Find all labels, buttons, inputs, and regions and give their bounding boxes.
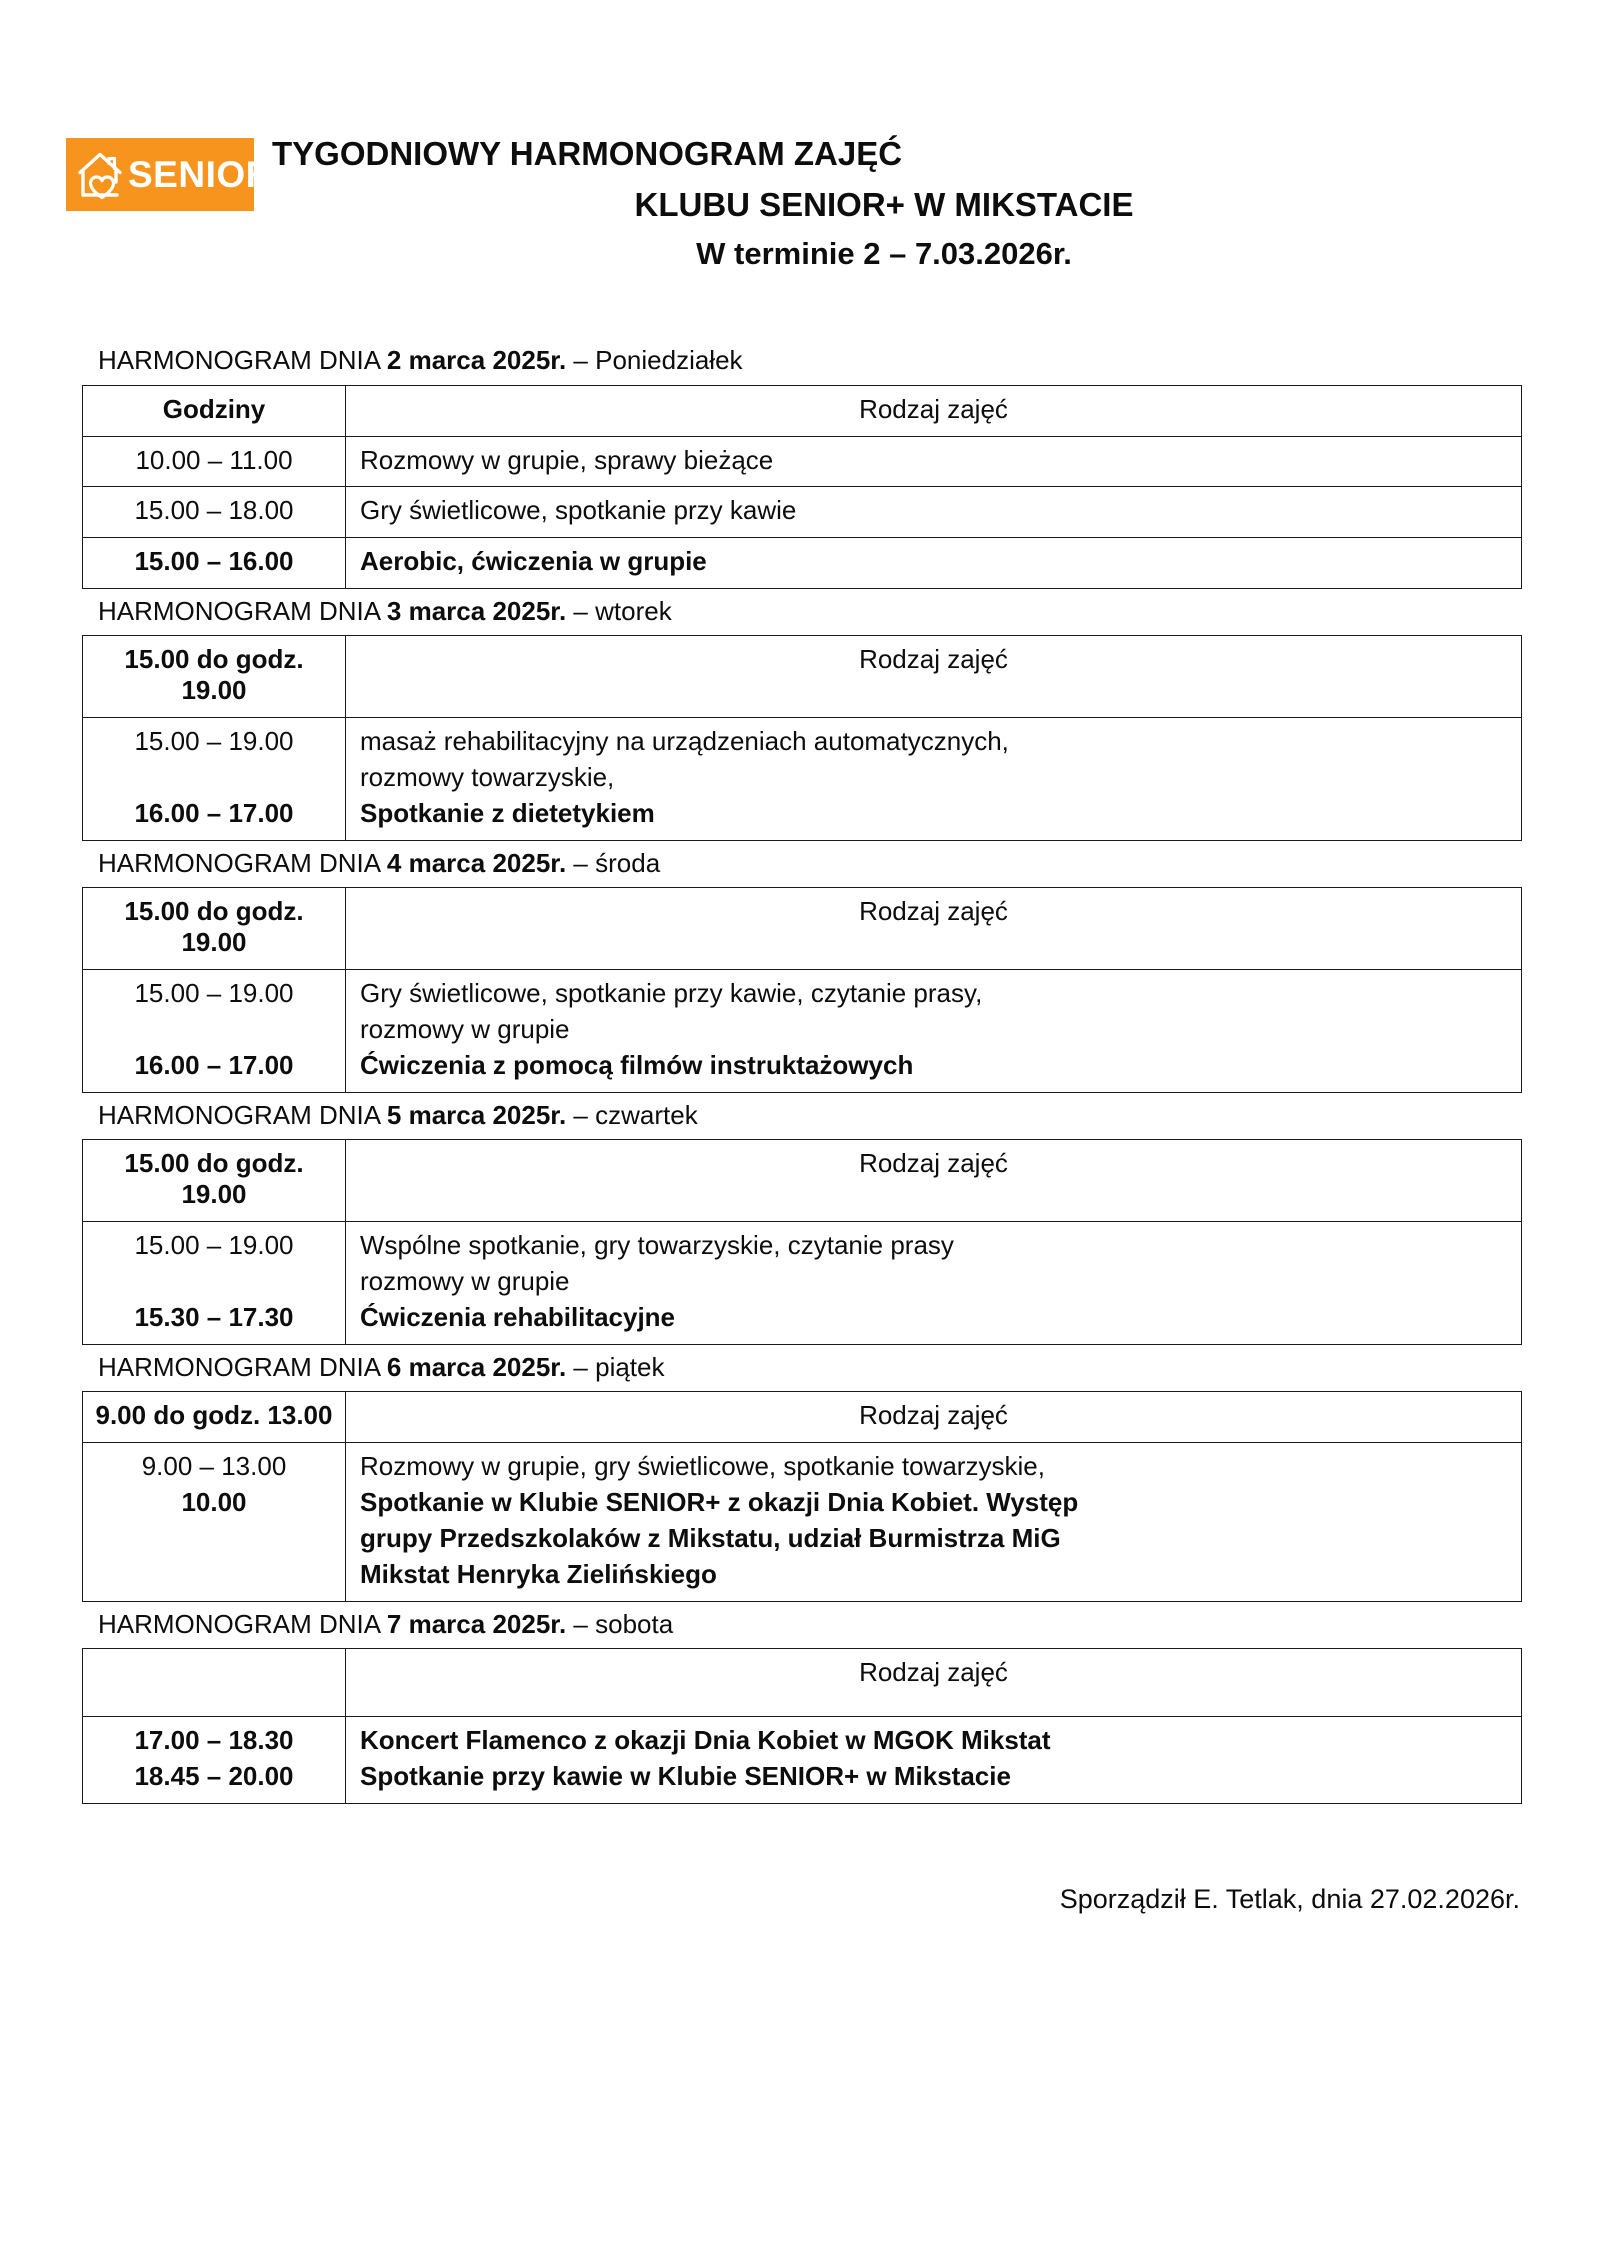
day-heading-weekday: – Poniedziałek xyxy=(566,345,743,376)
day-heading-date: 7 marca 2025r. xyxy=(386,1608,567,1639)
hours-line: 15.30 – 17.30 xyxy=(134,1302,294,1333)
table-header-row xyxy=(83,1392,1522,1443)
column-header-activity-label: Rodzaj zajęć xyxy=(859,393,1008,424)
activity-line: Wspólne spotkanie, gry towarzyskie, czytanie prasy xyxy=(360,1230,954,1261)
schedule-table xyxy=(82,887,1522,1093)
cell-hours xyxy=(83,538,346,589)
column-header-hours-label: 15.00 do godz. 19.00 xyxy=(124,896,304,958)
day-heading-prefix: HARMONOGRAM DNIA xyxy=(98,345,387,376)
column-header-activity-label: Rodzaj zajęć xyxy=(859,1400,1008,1431)
activity-line: Spotkanie przy kawie w Klubie SENIOR+ w Mikstacie xyxy=(360,1760,1011,1791)
cell-activity-content xyxy=(346,487,1521,537)
cell-hours-content xyxy=(83,718,345,840)
cell-activity-content xyxy=(346,1717,1521,1803)
hours-line: 10.00 – 11.00 xyxy=(135,444,293,475)
column-header-hours-label: 15.00 do godz. 19.00 xyxy=(124,1148,304,1210)
hours-line: 15.00 – 19.00 xyxy=(134,978,294,1009)
title-block xyxy=(270,128,1520,278)
activity-line: masaż rehabilitacyjny na urządzeniach automatycznych, xyxy=(360,726,1009,757)
page-title-line-3: W terminie 2 – 7.03.2026r. xyxy=(696,236,1072,272)
hours-line: 18.45 – 20.00 xyxy=(134,1760,294,1791)
day-heading-prefix: HARMONOGRAM DNIA xyxy=(98,1608,387,1639)
senior-plus-logo xyxy=(66,138,306,211)
activity-line: Aerobic, ćwiczenia w grupie xyxy=(360,546,707,577)
cell-hours-content xyxy=(83,1443,345,1601)
column-header-hours xyxy=(83,385,346,436)
cell-activity-content xyxy=(346,437,1521,487)
cell-hours xyxy=(83,1222,346,1345)
column-header-activity xyxy=(346,1648,1522,1716)
cell-hours-content xyxy=(83,487,345,537)
day-heading xyxy=(82,1345,1522,1391)
column-header-hours xyxy=(83,888,346,970)
hours-line: 10.00 xyxy=(181,1487,247,1518)
table-row xyxy=(83,718,1522,841)
day-heading-weekday: – piątek xyxy=(566,1351,665,1382)
schedule-table xyxy=(82,1391,1522,1602)
page-title-line-2: KLUBU SENIOR+ W MIKSTACIE xyxy=(634,186,1134,224)
logo-wordmark: SENIOR + xyxy=(128,154,306,195)
column-header-hours xyxy=(83,1392,346,1443)
day-heading-weekday: – środa xyxy=(566,848,661,879)
table-header-row xyxy=(83,385,1522,436)
day-heading-date: 6 marca 2025r. xyxy=(386,1351,567,1382)
cell-activity-content xyxy=(346,718,1521,840)
hours-line: 16.00 – 17.00 xyxy=(134,1050,294,1081)
cell-activity-content xyxy=(346,970,1521,1092)
column-header-hours-label: 15.00 do godz. 19.00 xyxy=(124,644,304,706)
cell-hours xyxy=(83,487,346,538)
activity-line: grupy Przedszkolaków z Mikstatu, udział Burmistrza MiG xyxy=(360,1522,1061,1553)
cell-activity-content xyxy=(346,538,1521,588)
day-heading-weekday: – czwartek xyxy=(566,1100,698,1130)
hours-line: 15.00 – 19.00 xyxy=(134,1230,294,1261)
hours-line: 15.00 – 18.00 xyxy=(134,495,294,526)
column-header-activity xyxy=(346,1392,1522,1443)
day-heading xyxy=(82,589,1522,635)
cell-hours xyxy=(83,1443,346,1602)
cell-activity xyxy=(346,718,1522,841)
cell-activity xyxy=(346,1222,1522,1345)
cell-hours-content xyxy=(83,970,345,1092)
document-header xyxy=(0,0,1600,278)
column-header-hours-label: Godziny xyxy=(162,393,266,424)
day-heading-prefix: HARMONOGRAM DNIA xyxy=(98,1100,387,1130)
table-header-row xyxy=(83,1648,1522,1716)
cell-hours-content xyxy=(83,437,345,487)
hours-line: 15.00 – 16.00 xyxy=(134,546,294,577)
table-row xyxy=(83,487,1522,538)
schedule-table xyxy=(82,1139,1522,1345)
column-header-activity-label: Rodzaj zajęć xyxy=(859,644,1008,675)
activity-line: rozmowy w grupie xyxy=(360,1014,570,1045)
column-header-hours-label: 9.00 do godz. 13.00 xyxy=(95,1400,333,1431)
column-header-activity xyxy=(346,385,1522,436)
cell-hours-content xyxy=(83,538,345,588)
activity-line: rozmowy w grupie xyxy=(360,1266,570,1297)
cell-hours-content xyxy=(83,1222,345,1344)
cell-hours-content xyxy=(83,1717,345,1803)
table-row xyxy=(83,538,1522,589)
day-heading-date: 2 marca 2025r. xyxy=(386,345,567,376)
cell-activity xyxy=(346,1716,1522,1803)
cell-activity xyxy=(346,436,1522,487)
day-heading xyxy=(82,1602,1522,1648)
hours-line: 17.00 – 18.30 xyxy=(134,1724,294,1755)
table-header-row xyxy=(83,1140,1522,1222)
schedule-table xyxy=(82,635,1522,841)
day-heading-weekday: – wtorek xyxy=(566,596,672,627)
cell-activity xyxy=(346,970,1522,1093)
day-heading-date: 3 marca 2025r. xyxy=(386,596,567,627)
table-row xyxy=(83,1222,1522,1345)
cell-activity xyxy=(346,1443,1522,1602)
column-header-activity-label: Rodzaj zajęć xyxy=(859,1656,1008,1687)
day-heading-weekday: – sobota xyxy=(566,1608,674,1639)
page-title-line-1: TYGODNIOWY HARMONOGRAM ZAJĘĆ xyxy=(272,135,903,172)
cell-hours xyxy=(83,1716,346,1803)
column-header-activity xyxy=(346,1140,1522,1222)
activity-line: Gry świetlicowe, spotkanie przy kawie xyxy=(360,495,797,526)
schedule-table xyxy=(82,1648,1522,1804)
activity-line: Rozmowy w grupie, sprawy bieżące xyxy=(360,444,774,475)
activity-line: Spotkanie w Klubie SENIOR+ z okazji Dnia Kobiet. Występ xyxy=(360,1487,1079,1518)
document-footer: Sporządził E. Tetlak, dnia 27.02.2026r. xyxy=(1059,1883,1520,1914)
day-heading xyxy=(82,338,1522,384)
column-header-activity-label: Rodzaj zajęć xyxy=(859,1148,1008,1179)
table-header-row xyxy=(83,636,1522,718)
activity-line: Rozmowy w grupie, gry świetlicowe, spotkanie towarzyskie, xyxy=(360,1451,1045,1482)
activity-line: Gry świetlicowe, spotkanie przy kawie, czytanie prasy, xyxy=(360,978,983,1009)
day-heading xyxy=(82,1093,1522,1139)
table-row xyxy=(83,970,1522,1093)
cell-activity xyxy=(346,538,1522,589)
cell-activity xyxy=(346,487,1522,538)
cell-activity-content xyxy=(346,1443,1521,1601)
day-heading-prefix: HARMONOGRAM DNIA xyxy=(98,848,387,879)
activity-line: rozmowy towarzyskie, xyxy=(360,762,615,793)
table-row xyxy=(83,1443,1522,1602)
day-heading-date: 4 marca 2025r. xyxy=(386,848,567,879)
table-row xyxy=(83,1716,1522,1803)
column-header-hours xyxy=(83,1140,346,1222)
column-header-hours xyxy=(83,636,346,718)
cell-hours xyxy=(83,436,346,487)
hours-line: 15.00 – 19.00 xyxy=(134,726,294,757)
cell-activity-content xyxy=(346,1222,1521,1344)
day-heading xyxy=(82,841,1522,887)
column-header-hours-label xyxy=(83,1649,345,1716)
day-heading-prefix: HARMONOGRAM DNIA xyxy=(98,1351,387,1382)
column-header-activity xyxy=(346,888,1522,970)
activity-line: Ćwiczenia rehabilitacyjne xyxy=(360,1302,676,1333)
house-heart-icon xyxy=(76,149,126,201)
activity-line: Mikstat Henryka Zielińskiego xyxy=(360,1558,717,1589)
schedule-container xyxy=(0,278,1600,1803)
activity-line: Koncert Flamenco z okazji Dnia Kobiet w MGOK Mikstat xyxy=(360,1724,1051,1755)
activity-line: Spotkanie z dietetykiem xyxy=(360,798,655,829)
cell-hours xyxy=(83,970,346,1093)
activity-line: Ćwiczenia z pomocą filmów instruktażowych xyxy=(360,1050,914,1081)
table-header-row xyxy=(83,888,1522,970)
hours-line: 16.00 – 17.00 xyxy=(134,798,294,829)
table-row xyxy=(83,436,1522,487)
column-header-activity xyxy=(346,636,1522,718)
column-header-hours xyxy=(83,1648,346,1716)
column-header-activity-label: Rodzaj zajęć xyxy=(859,896,1008,927)
schedule-table xyxy=(82,385,1522,590)
hours-line: 9.00 – 13.00 xyxy=(141,1451,287,1482)
day-heading-date: 5 marca 2025r. xyxy=(386,1100,567,1130)
cell-hours xyxy=(83,718,346,841)
day-heading-prefix: HARMONOGRAM DNIA xyxy=(98,596,387,627)
